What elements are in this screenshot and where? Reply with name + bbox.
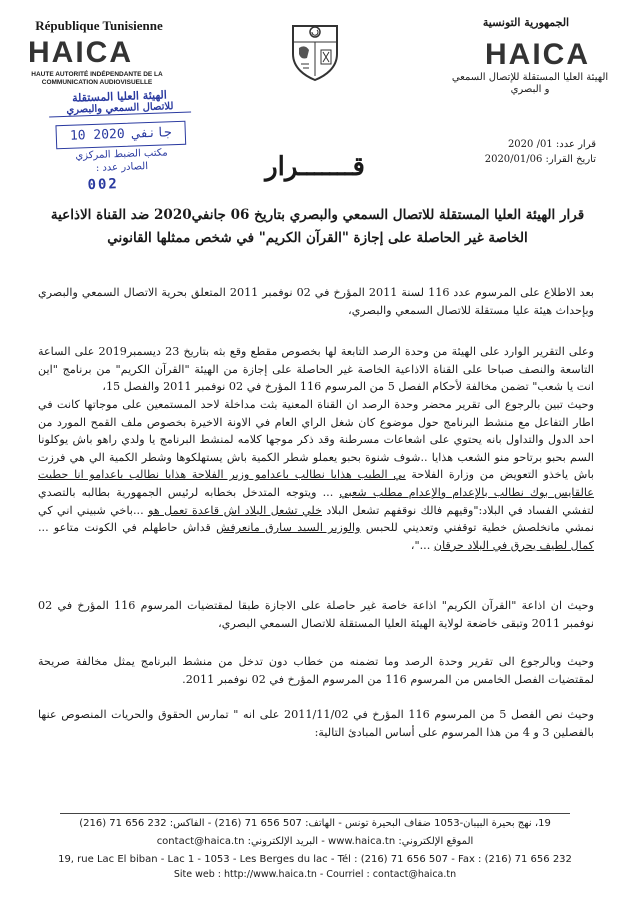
p3-underlined-3: والوزير السيد سارق مانعرفش bbox=[216, 521, 361, 535]
stamp-line-1: الهيئة العليا المستقلة bbox=[71, 88, 168, 105]
paragraph-monitoring-report: وعلى التقرير الوارد على الهيئة من وحدة الرصد التابعة لها بخصوص مقطع وقع بثه بتاريخ 23 ديسمبر2019 على الساعة التاسعة والنصف صباحا على القناة الاذاعية الخاصة غير الحاصلة على إجازة من الهيئة "القرآن الكريم" من برنامج "اين انت يا شعب" تضمن مخالفة لأحكام الفصل 5 من المرسوم 116 المؤرخ في 02 نوفمبر 2011 والفصل 15، bbox=[38, 345, 594, 394]
stamp-outgoing-label: الصادر عدد : bbox=[95, 161, 149, 174]
footer-web-ar: الموقع الإلكتروني: www.haica.tn - البريد الإلكتروني: contact@haica.tn bbox=[156, 836, 474, 847]
stamp-office: مكتب الضبط المركزي bbox=[75, 147, 168, 162]
stamp-line-2: للاتصال السمعي والبصري bbox=[49, 101, 191, 118]
tunisia-coat-of-arms-icon bbox=[287, 20, 343, 82]
decision-date: تاريخ القرار: 2020/01/06 bbox=[484, 154, 596, 165]
haica-logo-left: HAICA bbox=[28, 36, 133, 69]
page-title: قـــــــرار bbox=[265, 152, 365, 182]
haica-logo-right: HAICA bbox=[485, 38, 590, 71]
republic-ar-label: الجمهورية التونسية bbox=[482, 16, 570, 29]
p3-text-d: قداش حاطهلم في الكونت متاعو ... bbox=[38, 521, 211, 535]
footer-web-fr: Site web : http://www.haica.tn - Courriel : contact@haica.tn bbox=[173, 869, 457, 880]
paragraph-violation: وحيث وبالرجوع الى تقرير وحدة الرصد وما تضمنه من خطاب دون تدخل من منشط البرنامج يمثل مخالفة صريحة لمقتضيات الفصل الخامس من المرسوم 116 من المرسوم المؤرخ في 02 نوفمبر 2011. bbox=[38, 655, 594, 686]
footer-address-ar: 19، نهج بحيرة البيبان-1053 ضفاف البحيرة تونس - الهاتف: 507 656 71 (216) - الفاكس: 232 656 71 (216) bbox=[79, 818, 551, 829]
p3-text-b: ... ويتوجه المتدخل بخطابه لرئيس الجمهورية بطالبه بالتصدي لتفشي الفساد في البلاد:"وقيهم فالك نوقفهم تشعل البلاد bbox=[38, 485, 595, 517]
paragraph-article-5: وحيث نص الفصل 5 من المرسوم 116 المؤرخ في 2011/11/02 على انه " تمارس الحقوق والحريات المنصوص عنها بالفصلين 3 و 4 من هذا المرسوم على أساس المبادئ التالية: bbox=[38, 708, 594, 739]
p3-underlined-4: كمال لطيف يحرق في البلاد حرقان bbox=[433, 538, 594, 552]
paragraph-station-status: وحيث ان اذاعة "القرآن الكريم" اذاعة خاصة غير حاصلة على الاجازة طبقا لمقتضيات المرسوم 116 المؤرخ في 02 نوفمبر 2011 وتبقى خاضعة لولاية الهيئة العليا المستقلة للاتصال السمعي البصري، bbox=[38, 599, 594, 630]
p3-underlined-2: خلي تشعل البلاد اش قاعدة تعمل هو bbox=[148, 503, 323, 517]
haica-logo-left-subtitle: HAUTE AUTORITÉ INDÉPENDANTE DE LA COMMUNICATION AUDIOVISUELLE bbox=[31, 71, 163, 86]
decision-subject: قرار الهيئة العليا المستقلة للاتصال السمعي والبصري بتاريخ 06 جانفي2020 ضد القناة الاذاعية الخاصة غير الحاصلة على إجازة "القرآن الكريم" في شخص ممثلها القانوني bbox=[50, 207, 585, 246]
stamp-date: 10 جانفي 2020 bbox=[55, 121, 186, 150]
p3-text-c: ...باخي شبيني اني كي نمشي مانخلصش خطية توقفني وتعديني للحبس bbox=[38, 503, 594, 535]
decision-number: قرار عدد: 01/ 2020 bbox=[507, 139, 596, 150]
p3-text-e: ..."، bbox=[410, 538, 431, 552]
paragraph-broadcast-content bbox=[38, 396, 594, 554]
footer-address-fr: 19, rue Lac El biban - Lac 1 - 1053 - Les Berges du lac - Tél : (216) 71 656 507 - Fax : (216) 71 656 232 bbox=[58, 854, 572, 865]
haica-logo-right-subtitle: الهيئة العليا المستقلة للإتصال السمعي و البصري bbox=[451, 72, 609, 95]
stamp-number: 002 bbox=[87, 176, 120, 194]
p3-text-a: وحيث تبين بالرجوع الى تقرير محضر وحدة الرصد ان القناة المعنية بثت مداخلة لاحد المستمعين على موجاتها كانت في اطار التفاعل مع منشط البرنامج حول موضوع كان شغل الراي العام في الاونة الاخيرة بخصوص ملف القمح المورد من احد الدول والتداول بانه يحتوي على اشعاعات مسرطنة وقد ذكر موجها كلامه لمنشط البرنامج يا ولدي راهو باش يوكلونا السم بحبو برتاحو منو الشعب هذايا ..شوف شنوة بحبو يعملو شطر الكمية باش يستهلكوها وشطر الكمية الي هي فرزت باش ياخذو التعويض من وزارة الفلاحة bbox=[38, 398, 595, 482]
republic-fr-label: République Tunisienne bbox=[35, 18, 163, 33]
footer-divider bbox=[60, 813, 570, 814]
p3-underlined-1: بي الطيب هذايا نطالب باعدامو وزير الفلاحة هذايا نطالب باعدامو انا حطيت عالقايس بوك نطالب بالإعدام والإعدام مطلب شعبي bbox=[38, 468, 594, 499]
paragraph-legal-basis: بعد الاطلاع على المرسوم عدد 116 لسنة 2011 المؤرخ في 02 نوفمبر 2011 المتعلق بحرية الاتصال السمعي والبصري وبإحداث هيئة عليا مستقلة للاتصال السمعي والبصري، bbox=[38, 286, 594, 317]
